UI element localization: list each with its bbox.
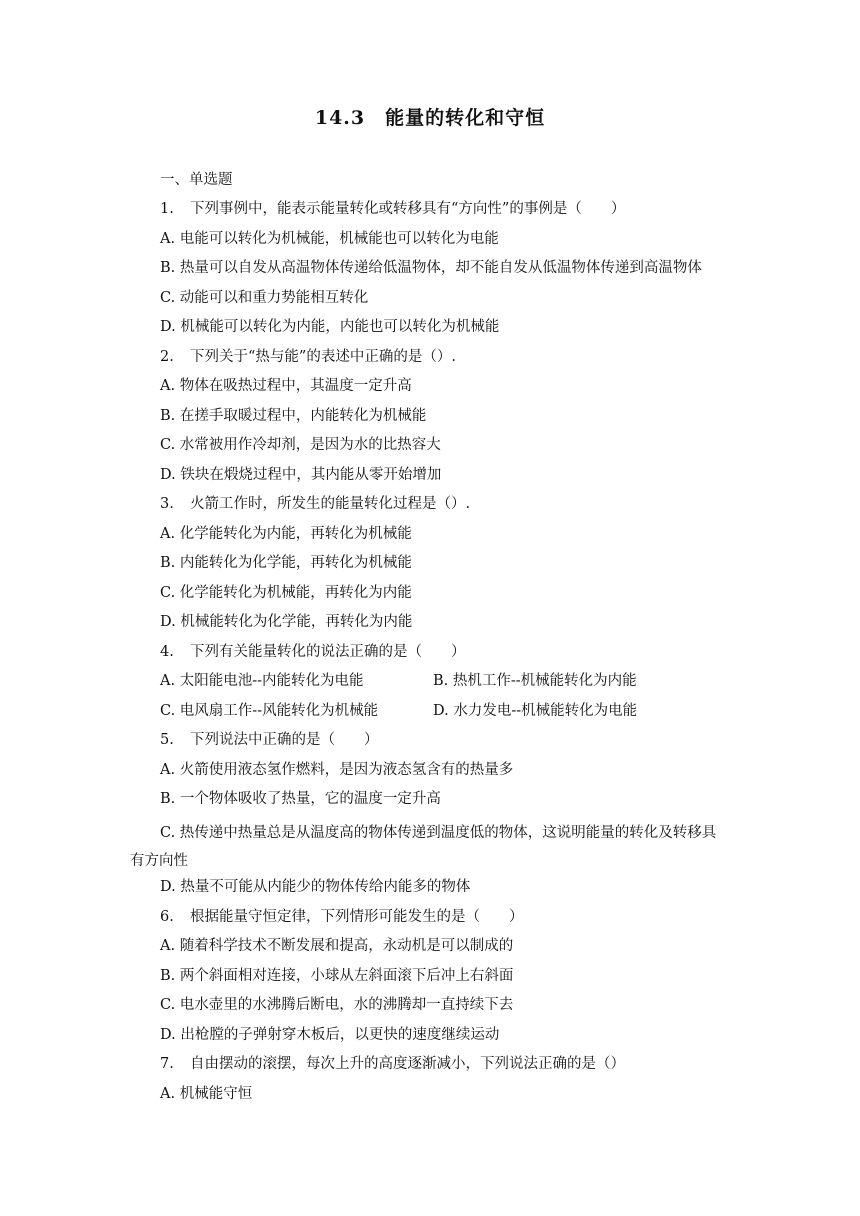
- option-2d: D. 铁块在煅烧过程中，其内能从零开始增加: [160, 467, 442, 483]
- question-3: [160, 494, 470, 514]
- question-stem: 下列事例中，能表示能量转化或转移具有“方向性”的事例是（ ）: [190, 201, 626, 217]
- question-number: 3.: [160, 496, 174, 512]
- question-1: [160, 199, 625, 219]
- option-6a: A. 随着科学技术不断发展和提高，永动机是可以制成的: [160, 938, 514, 954]
- question-7: [160, 1054, 625, 1074]
- option-7a: A. 机械能守恒: [160, 1086, 253, 1102]
- option-3a: A. 化学能转化为内能，再转化为机械能: [160, 526, 412, 542]
- question-number: 4.: [160, 644, 174, 660]
- option-1a: A. 电能可以转化为机械能，机械能也可以转化为电能: [160, 231, 499, 247]
- question-5: [160, 730, 379, 750]
- option-1b: B. 热量可以自发从高温物体传递给低温物体，却不能自发从低温物体传递到高温物体: [160, 260, 702, 276]
- question-stem: 下列关于“热与能”的表述中正确的是（）.: [190, 349, 456, 365]
- option-6c: C. 电水壶里的水沸腾后断电，水的沸腾却一直持续下去: [160, 997, 514, 1013]
- question-stem: 火箭工作时，所发生的能量转化过程是（）.: [190, 496, 471, 512]
- question-stem: 自由摆动的滚摆，每次上升的高度逐渐减小，下列说法正确的是（）: [190, 1056, 625, 1072]
- option-5d: D. 热量不可能从内能少的物体传给内能多的物体: [160, 879, 471, 895]
- question-number: 2.: [160, 349, 174, 365]
- option-3b: B. 内能转化为化学能，再转化为机械能: [160, 555, 412, 571]
- option-6b: B. 两个斜面相对连接，小球从左斜面滚下后冲上右斜面: [160, 968, 514, 984]
- question-2: [160, 347, 456, 367]
- option-3d: D. 机械能转化为化学能，再转化为内能: [160, 614, 413, 630]
- option-4a: A. 太阳能电池--内能转化为电能: [160, 673, 364, 689]
- option-4c: C. 电风扇工作--风能转化为机械能: [160, 703, 379, 719]
- question-number: 7.: [160, 1056, 174, 1072]
- question-6: [160, 907, 524, 927]
- option-2c: C. 水常被用作冷却剂，是因为水的比热容大: [160, 437, 441, 453]
- option-2b: B. 在搓手取暖过程中，内能转化为机械能: [160, 408, 427, 424]
- question-stem: 下列有关能量转化的说法正确的是（ ）: [190, 644, 466, 660]
- question-stem: 根据能量守恒定律，下列情形可能发生的是（ ）: [190, 909, 524, 925]
- question-number: 1.: [160, 201, 174, 217]
- option-3c: C. 化学能转化为机械能，再转化为内能: [160, 585, 412, 601]
- question-stem: 下列说法中正确的是（ ）: [190, 732, 379, 748]
- question-number: 5.: [160, 732, 174, 748]
- option-6d: D. 出枪膛的子弹射穿木板后，以更快的速度继续运动: [160, 1027, 500, 1043]
- page-title: 14.3 能量的转化和守恒: [314, 107, 546, 129]
- question-4: [160, 642, 466, 662]
- option-1d: D. 机械能可以转化为内能，内能也可以转化为机械能: [160, 319, 500, 335]
- option-5b: B. 一个物体吸收了热量，它的温度一定升高: [160, 791, 441, 807]
- question-number: 6.: [160, 909, 174, 925]
- option-4b: B. 热机工作--机械能转化为内能: [433, 673, 637, 689]
- option-4d: D. 水力发电--机械能转化为电能: [433, 703, 638, 719]
- option-5a: A. 火箭使用液态氢作燃料，是因为液态氢含有的热量多: [160, 762, 514, 778]
- option-5c: C. 热传递中热量总是从温度高的物体传递到温度低的物体，这说明能量的转化及转移具有方向性: [130, 825, 717, 869]
- section-heading: 一、单选题: [160, 172, 233, 188]
- option-2a: A. 物体在吸热过程中，其温度一定升高: [160, 378, 412, 394]
- option-1c: C. 动能可以和重力势能相互转化: [160, 290, 369, 306]
